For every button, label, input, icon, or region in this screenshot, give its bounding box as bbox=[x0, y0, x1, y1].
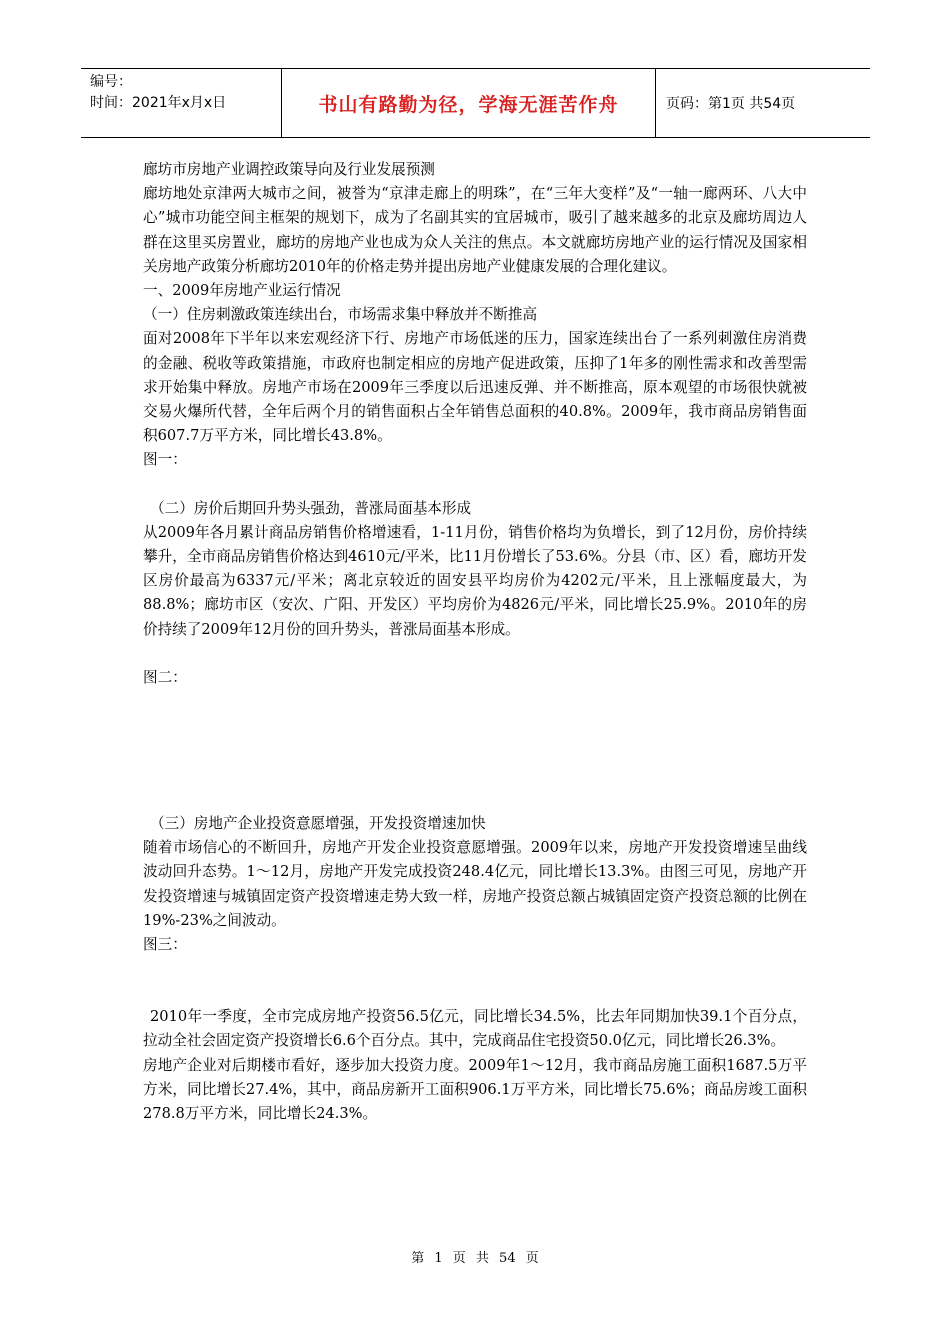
section-heading-1: 一、2009年房地产业运行情况 bbox=[143, 282, 341, 300]
paragraph-2: 从2009年各月累计商品房销售价格增速看，1-11月份，销售价格均为负增长，到了12月份，房价持续攀升，全市商品房销售价格达到4610元/平米，比11月份增长了53.6%。分县（市、区）看，廊坊开发区房价最高为6337元/平米；离北京较近的固安县平均房价为4202元/平米，且上涨幅度最大，为88.8%；廊坊市区（安次、广阳、开发区）平均房价为4826元/平米，同比增长25.9%。2010年的房价持续了2009年12月份的回升势头，普涨局面基本形成。 bbox=[143, 523, 807, 638]
figure-3-label: 图三： bbox=[143, 936, 187, 954]
figure-1-label: 图一： bbox=[143, 451, 187, 469]
page-info-text: 页码：第1页 共54页 bbox=[666, 96, 796, 112]
number-label: 编号： bbox=[90, 74, 132, 90]
figure-2-label: 图二： bbox=[143, 668, 187, 686]
figure-3-placeholder bbox=[143, 957, 807, 1005]
page-header bbox=[81, 68, 870, 138]
figure-1-placeholder bbox=[143, 473, 807, 497]
header-motto-cell bbox=[282, 69, 656, 137]
paragraph-4: 2010年一季度，全市完成房地产投资56.5亿元，同比增长34.5%，比去年同期加快39.1个百分点，拉动全社会固定资产投资增长6.6个百分点。其中，完成商品住宅投资50.0亿元，同比增长26.3%。 bbox=[143, 1008, 807, 1050]
header-page-info bbox=[656, 69, 870, 137]
spacer bbox=[143, 642, 807, 666]
subsection-heading-3: （三）房地产企业投资意愿增强，开发投资增速加快 bbox=[150, 815, 486, 833]
page-footer: 第 1 页 共 54 页 bbox=[411, 1251, 539, 1266]
document-title: 廊坊市房地产业调控政策导向及行业发展预测 bbox=[143, 161, 435, 178]
paragraph-1: 面对2008年下半年以来宏观经济下行、房地产市场低迷的压力，国家连续出台了一系列刺激住房消费的金融、税收等政策措施，市政府也制定相应的房地产促进政策，压抑了1年多的刚性需求和改善型需求开始集中释放。房地产市场在2009年三季度以后迅速反弹、并不断推高，原本观望的市场很快就被交易火爆所代替，全年后两个月的销售面积占全年销售总面积的40.8%。2009年，我市商品房销售面积607.7万平方米，同比增长43.8%。 bbox=[143, 330, 807, 445]
document-body bbox=[143, 158, 807, 1126]
figure-2-placeholder bbox=[143, 690, 807, 812]
motto-text: 书山有路勤为径，学海无涯苦作舟 bbox=[318, 93, 619, 116]
header-meta bbox=[81, 69, 282, 137]
subsection-heading-2: （二）房价后期回升势头强劲，普涨局面基本形成 bbox=[150, 499, 472, 517]
intro-paragraph: 廊坊地处京津两大城市之间，被誉为“京津走廊上的明珠”，在“三年大变样”及“一轴一廊两环、八大中心”城市功能空间主框架的规划下，成为了名副其实的宜居城市，吸引了越来越多的北京及廊坊周边人群在这里买房置业，廊坊的房地产业也成为众人关注的焦点。本文就廊坊房地产业的运行情况及国家相关房地产政策分析廊坊2010年的价格走势并提出房地产业健康发展的合理化建议。 bbox=[143, 185, 807, 275]
paragraph-3: 随着市场信心的不断回升，房地产开发企业投资意愿增强。2009年以来，房地产开发投资增速呈曲线波动回升态势。1～12月，房地产开发完成投资248.4亿元，同比增长13.3%。由图三可见，房地产开发投资增速与城镇固定资产投资增速走势大致一样，房地产投资总额占城镇固定资产投资总额的比例在19%-23%之间波动。 bbox=[143, 839, 807, 929]
time-label: 时间：2021年x月x日 bbox=[90, 95, 227, 111]
subsection-heading-1: （一）住房刺激政策连续出台，市场需求集中释放并不断推高 bbox=[143, 306, 538, 324]
paragraph-5: 房地产企业对后期楼市看好，逐步加大投资力度。2009年1～12月，我市商品房施工面积1687.5万平方米，同比增长27.4%，其中，商品房新开工面积906.1万平方米，同比增长75.6%；商品房竣工面积278.8万平方米，同比增长24.3%。 bbox=[143, 1056, 807, 1123]
